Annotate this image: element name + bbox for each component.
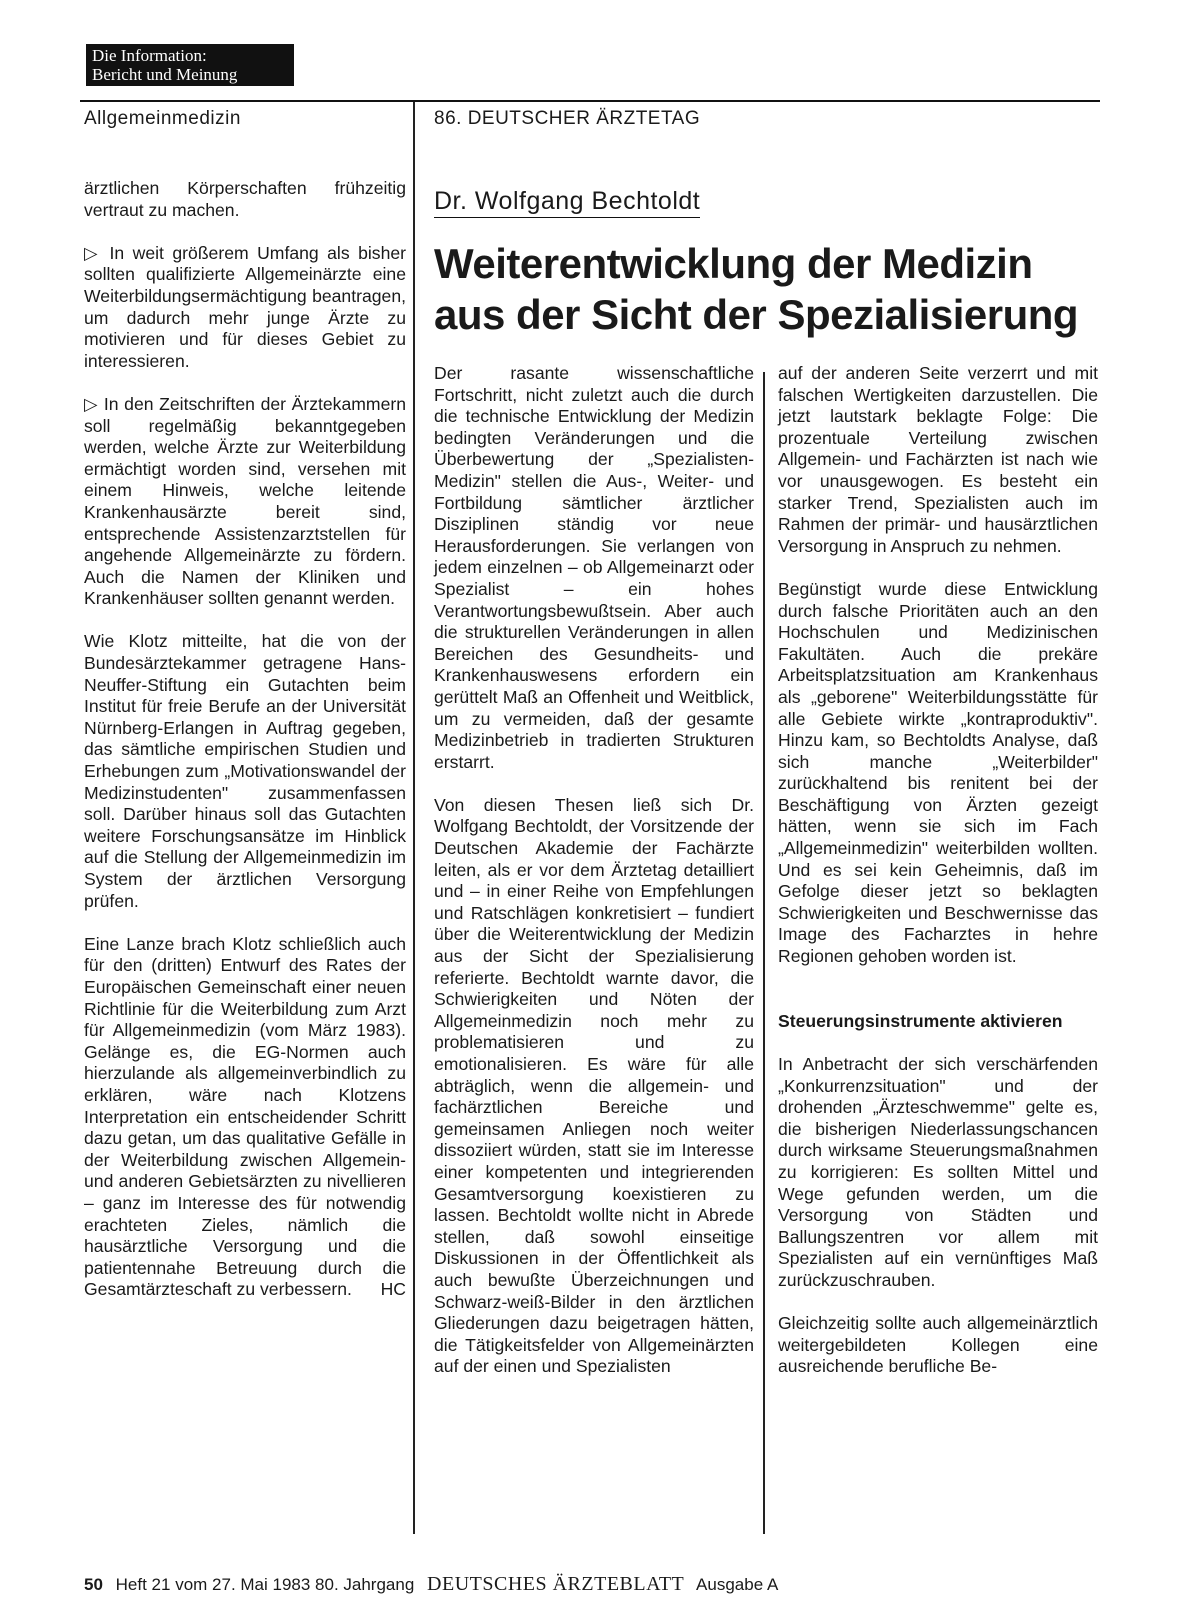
article-headline	[434, 238, 1114, 340]
text-column-2	[434, 363, 754, 1400]
headline-line-2: aus der Sicht der Spezialisierung	[434, 291, 1079, 338]
section-label-right: 86. DEUTSCHER ÄRZTETAG	[434, 108, 701, 129]
paragraph: Von diesen Thesen ließ sich Dr. Wolfgang Bechtoldt, der Vorsitzende der Deutschen Akademie der Fachärzte leiten, als er vor dem Ärztetag detailliert und – in einer Reihe von Empfehlungen und Ratschlägen konkretisiert – fundiert über die Weiterentwicklung der Medizin aus der Sicht der Spezialisierung referierte. Bechtoldt warnte davor, die Schwierigkeiten und Nöten der Allgemeinmedizin noch mehr zu problematisieren und zu emotionalisieren. Es wäre für alle abträglich, wenn die allgemein- und fachärztlichen Bereiche und gemeinsamen Anliegen noch weiter dissoziiert würden, statt sie im Interesse einer kompetenten und integrierenden Gesamtversorgung koexistieren zu lassen. Bechtoldt wollte nicht in Abrede stellen, daß sowohl einseitige Diskussionen in der Öffentlichkeit als auch bewußte Überzeichnungen und Schwarz-weiß-Bilder in den ärztlichen Gliederungen dazu beigetragen hätten, die Tätigkeitsfelder von Allgemeinärzten auf der einen und Spezialisten	[434, 794, 754, 1377]
column-divider-right	[763, 372, 765, 1534]
bullet-paragraph: ▷ In weit größerem Umfang als bisher sollten qualifizierte Allgemeinärzte eine Weiterbildungsermächtigung beantragen, um dadurch mehr junge Ärzte zu motivieren und für dieses Gebiet zu interessieren.	[84, 242, 406, 371]
text-column-3	[778, 363, 1098, 1400]
section-label-left: Allgemeinmedizin	[84, 108, 241, 129]
banner-line-2: Bericht und Meinung	[92, 65, 238, 84]
paragraph: In Anbetracht der sich verschärfenden „Konkurrenzsituation" und der drohenden „Ärzteschwemme" gelte es, die bisherigen Niederlassungschancen durch wirksame Steuerungsmaßnahmen zu korrigieren: Es sollten Mittel und Wege gefunden werden, um die Versorgung von Städten und Ballungszentren vor allem mit Spezialisten auf ein vernünftiges Maß zurückzuschrauben.	[778, 1054, 1098, 1290]
column-divider-left	[413, 102, 415, 1534]
text-column-1	[84, 178, 406, 1322]
page-footer	[84, 1573, 778, 1596]
section-banner	[86, 44, 294, 86]
spacer	[778, 989, 1098, 1011]
top-rule	[80, 100, 1100, 102]
paragraph: Wie Klotz mitteilte, hat die von der Bundesärztekammer getragene Hans-Neuffer-Stiftung ein Gutachten beim Institut für freie Berufe an der Universität Nürnberg-Erlangen in Auftrag gegeben, das sämtliche empirischen Studien und Erhebungen zum „Motivationswandel der Medizinstudenten" zusammenfassen soll. Darüber hinaus soll das Gutachten weitere Forschungsansätze im Hinblick auf die Stellung der Allgemeinmedizin im System der ärztlichen Versorgung prüfen.	[84, 631, 406, 911]
headline-line-1: Weiterentwicklung der Medizin	[434, 240, 1033, 287]
publication-name: DEUTSCHES ÄRZTEBLATT	[427, 1573, 685, 1595]
subheading: Steuerungsinstrumente aktivieren	[778, 1010, 1063, 1031]
paragraph: Gleichzeitig sollte auch allgemeinärztlich weitergebildeten Kollegen eine ausreichende berufliche Be-	[778, 1313, 1098, 1377]
paragraph: auf der anderen Seite verzerrt und mit falschen Wertigkeiten darzustellen. Die jetzt lautstark beklagte Folge: Die prozentuale Verteilung zwischen Allgemein- und Fachärzten ist nach wie vor unausgewogen. Es besteht ein starker Trend, Spezialisten auch im Rahmen der primär- und hausärztlichen Versorgung in Anspruch zu nehmen.	[778, 363, 1098, 556]
paragraph-text: Eine Lanze brach Klotz schließlich auch für den (dritten) Entwurf des Rates der Europäischen Gemeinschaft einer neuen Richtlinie für die Weiterbildung zum Arzt für Allgemeinmedizin (vom März 1983). Gelänge es, die EG-Normen auch hierzulande als allgemeinverbindlich zu erklären, wäre nach Klotzens Interpretation ein entscheidender Schritt dazu getan, um das qualitative Gefälle in der Weiterbildung zwischen Allgemein- und anderen Gebietsärzten zu nivellieren – ganz im Interesse des für notwendig erachteten Zieles, nämlich die hausärztliche Versorgung und die patientennahe Betreuung durch die Gesamtärzteschaft zu verbessern.	[84, 933, 406, 1300]
paragraph: Begünstigt wurde diese Entwicklung durch falsche Prioritäten auch an den Hochschulen und Medizinischen Fakultäten. Auch die prekäre Arbeitsplatzsituation am Krankenhaus als „geborene" Weiterbildungsstätte für alle Gebiete wirkte „kontraproduktiv". Hinzu kam, so Bechtoldts Analyse, daß sich manche „Weiterbilder" zurückhaltend bis renitent bei der Beschäftigung von Ärzten gezeigt hätten, wenn sie sich im Fach „Allgemeinmedizin" weiterbilden wollten. Und es sei kein Geheimnis, daß im Gefolge dieser jetzt so beklagten Schwierigkeiten und Beschwernisse das Image des Facharztes in hehre Regionen gehoben worden ist.	[778, 578, 1098, 967]
page-number: 50	[84, 1575, 103, 1594]
paragraph: Der rasante wissenschaftliche Fortschritt, nicht zuletzt auch die durch die technische Entwicklung der Medizin bedingten Veränderungen und die Überbewertung der „Spezialisten-Medizin" stellen die Aus-, Weiter- und Fortbildung sämtlicher ärztlicher Disziplinen ständig vor neue Herausforderungen. Sie verlangen von jedem einzelnen – ob Allgemeinarzt oder Spezialist – ein hohes Verantwortungsbewußtsein. Aber auch die strukturellen Veränderungen in allen Bereichen des Gesundheits- und Krankenhauswesens erfordern ein gerüttelt Maß an Offenheit und Weitblick, um zu vermeiden, daß der gesamte Medizinbetrieb in tradierten Strukturen erstarrt.	[434, 363, 754, 772]
bullet-paragraph: ▷ In den Zeitschriften der Ärztekammern soll regelmäßig bekanntgegeben werden, welche Ärzte zur Weiterbildung ermächtigt worden sind, versehen mit einem Hinweis, welche leitende Krankenhausärzte bereit sind, entsprechende Assistenzarztstellen für angehende Allgemeinärzte zu fördern. Auch die Namen der Kliniken und Krankenhäuser sollten genannt werden.	[84, 393, 406, 609]
issue-info: Heft 21 vom 27. Mai 1983 80. Jahrgang	[115, 1575, 415, 1594]
author-initials: HC	[380, 1279, 406, 1300]
edition-label: Ausgabe A	[696, 1575, 779, 1594]
paragraph	[84, 934, 406, 1301]
banner-line-1: Die Information:	[92, 46, 207, 65]
paragraph: ärztlichen Körperschaften frühzeitig vertraut zu machen.	[84, 178, 406, 220]
article-author: Dr. Wolfgang Bechtoldt	[434, 186, 700, 218]
